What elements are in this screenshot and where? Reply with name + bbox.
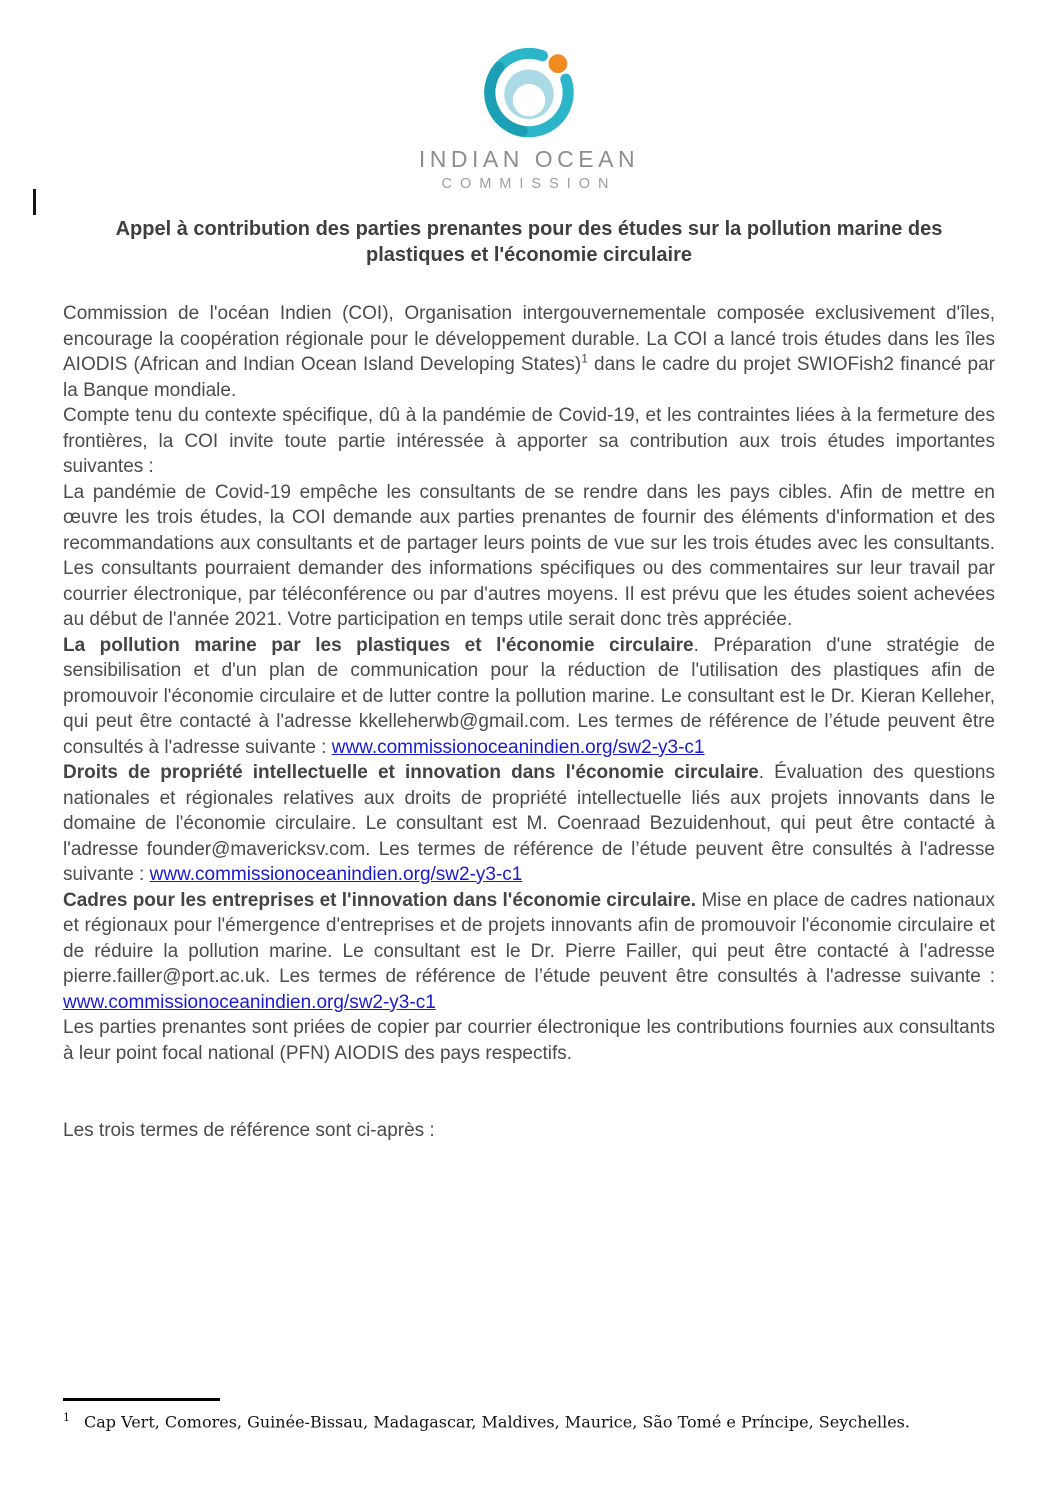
paragraph-closing: Les trois termes de référence sont ci-après :	[63, 1120, 435, 1141]
paragraph-intro-text-after: dans le cadre du projet SWIOFish2 financé par la Banque mondiale.	[63, 354, 995, 401]
footnote-marker: 1	[63, 1411, 70, 1424]
paragraph-context: Compte tenu du contexte spécifique, dû à la pandémie de Covid-19, et les contraintes liées à la fermeture des frontières, la COI invite toute partie intéressée à apporter sa contribution aux trois études importantes suivantes :	[63, 405, 995, 477]
study-1-heading: La pollution marine par les plastiques et l'économie circulaire	[63, 634, 694, 656]
paragraph-intro	[63, 301, 995, 403]
footnote-countries: Cap Vert, Comores, Guinée-Bissau, Madagascar, Maldives, Maurice, São Tomé e Príncipe, Seychelles.	[84, 1412, 910, 1432]
paragraph-focal-points: Les parties prenantes sont priées de copier par courrier électronique les contributions fournies aux consultants à leur point focal national (PFN) AIODIS des pays respectifs.	[63, 1017, 995, 1064]
footnote-separator	[63, 1398, 220, 1401]
study-2-heading: Droits de propriété intellectuelle et innovation dans l'économie circulaire	[63, 762, 759, 783]
footnote-area	[63, 1398, 995, 1433]
document-content	[63, 216, 995, 1144]
footnote-reference: 1	[581, 351, 588, 366]
study-3-paragraph	[63, 888, 995, 1016]
study-3-heading: Cadres pour les entreprises et l'innovation dans l'économie circulaire.	[63, 889, 697, 911]
indian-ocean-commission-logo-icon	[469, 38, 589, 142]
study-2-paragraph	[63, 760, 995, 888]
document-body	[63, 301, 995, 1144]
paragraph-intro-text: Commission de l'océan Indien (COI), Organisation intergouvernementale composée exclusivement d'îles, encourage la coopération régionale pour le développement durable. La COI a lancé trois études dans les îles AIODIS (African and Indian Ocean Island Developing States)	[63, 303, 995, 375]
org-logo	[0, 38, 1058, 192]
footnote-text	[63, 1407, 995, 1433]
study-1-body: . Préparation d'une stratégie de sensibilisation et d'un plan de communication pour la réduction de l'utilisation des plastiques afin de promouvoir l'économie circulaire et de lutter contre la pollution marine. Le consultant est le Dr. Kieran Kelleher, qui peut être contacté à l'adresse kkelleherwb@gmail.com. Les termes de référence de l’étude peuvent être consultés à l'adresse suivante :	[63, 634, 995, 758]
logo-orange-dot	[549, 54, 568, 73]
study-2-body: . Évaluation des questions nationales et régionales relatives aux droits de propriété intellectuelle liés aux projets innovants dans le domaine de l'économie circulaire. Le consultant est M. Coenraad Bezuidenhout, qui peut être contacté à l'adresse founder@mavericksv.com. Les termes de référence de l’étude peuvent être consultés à l'adresse suivante :	[63, 762, 996, 885]
logo-core	[513, 84, 545, 116]
page-title: Appel à contribution des parties prenantes pour des études sur la pollution marine des plastiques et l'économie circulaire	[115, 218, 943, 266]
study-2-tor-link[interactable]: www.commissionoceanindien.org/sw2-y3-c1	[149, 864, 523, 885]
org-name: INDIAN OCEAN	[418, 146, 640, 172]
org-name-subtitle: COMMISSION	[441, 176, 617, 192]
study-3-tor-link[interactable]: www.commissionoceanindien.org/sw2-y3-c1	[63, 991, 436, 1013]
study-1-paragraph	[63, 633, 995, 761]
study-3-body: Mise en place de cadres nationaux et régionaux pour l'émergence d'entreprises et de projets innovants afin de promouvoir l'économie circulaire et de réduire la pollution marine. Le consultant est le Dr. Pierre Failler, qui peut être contacté à l'adresse pierre.failler@port.ac.uk. Les termes de référence de l’étude peuvent être consultés à l'adresse suivante :	[63, 889, 995, 987]
study-1-tor-link[interactable]: www.commissionoceanindien.org/sw2-y3-c1	[331, 736, 705, 758]
margin-cursor-mark	[33, 189, 36, 215]
paragraph-pandemic: La pandémie de Covid-19 empêche les consultants de se rendre dans les pays cibles. Afin de mettre en œuvre les trois études, la COI demande aux parties prenantes de fournir des éléments d'information et des recommandations aux consultants et de partager leurs points de vue sur les trois études avec les consultants. Les consultants pourraient demander des informations spécifiques ou des commentaires sur leur travail par courrier électronique, par téléconférence ou par d'autres moyens. Il est prévu que les études soient achevées au début de l'année 2021. Votre participation en temps utile serait donc très appréciée.	[63, 481, 995, 630]
